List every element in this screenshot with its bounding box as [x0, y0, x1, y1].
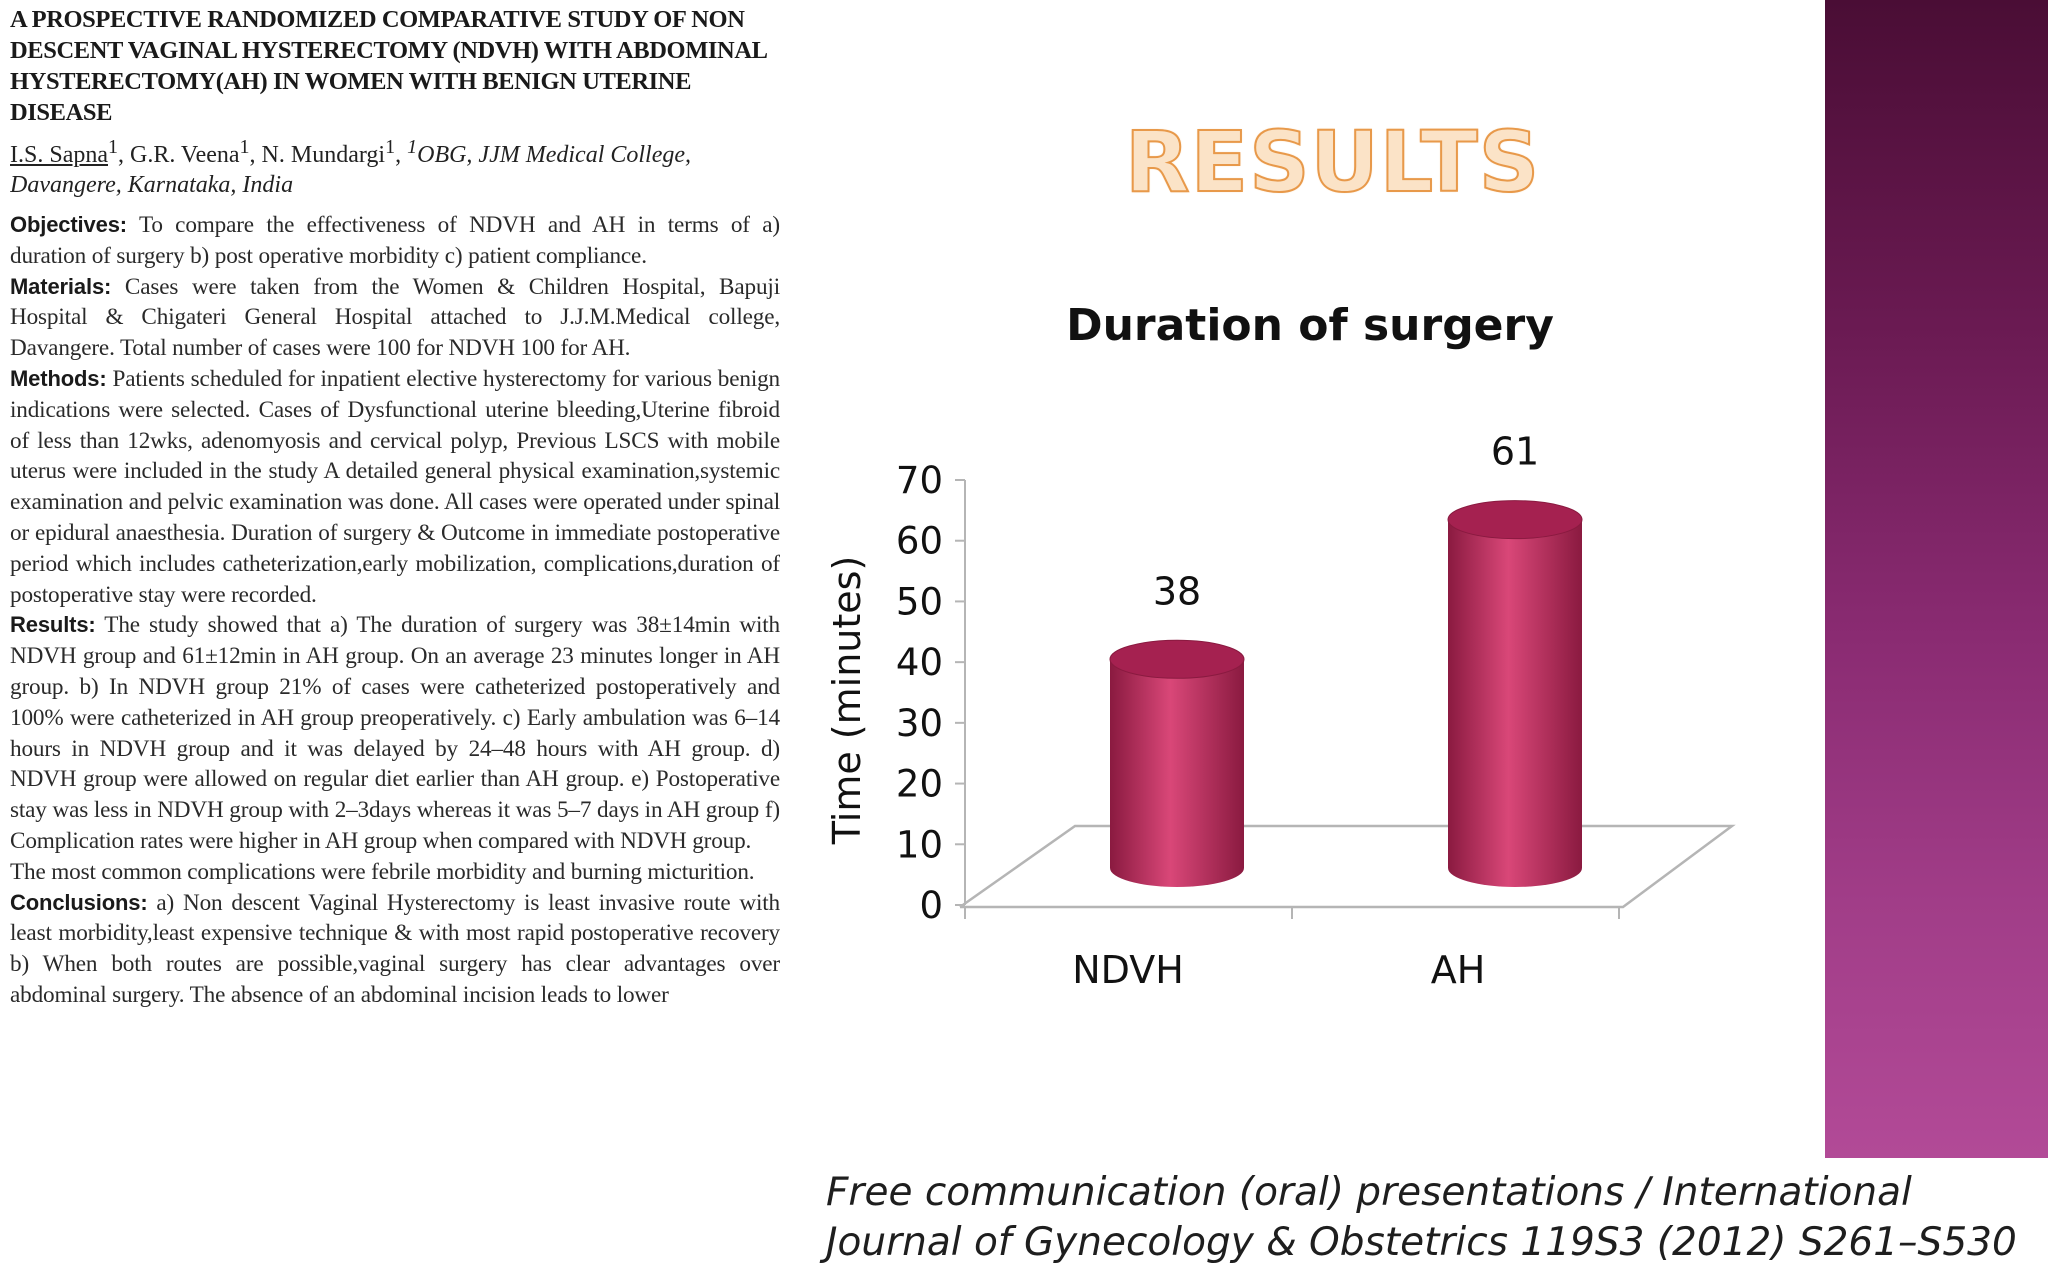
y-tick-label: 10	[895, 823, 943, 867]
chart-floor	[960, 826, 1732, 907]
author-sup: 1	[108, 136, 118, 158]
citation-line-2: Journal of Gynecology & Obstetrics 119S3 (2012) S261–S530	[826, 1220, 2017, 1265]
results-heading: RESULTS	[1125, 113, 1541, 211]
y-tick-label: 20	[895, 762, 943, 806]
first-author: I.S. Sapna	[10, 142, 108, 168]
bar-top	[1448, 501, 1582, 539]
category-label: NDVH	[1072, 948, 1184, 992]
authors-rest: ,	[395, 142, 408, 168]
bar-ah	[1448, 430, 1582, 887]
bar-body	[1110, 659, 1244, 887]
y-tick-label: 0	[919, 884, 943, 927]
conclusions-paragraph	[10, 888, 780, 1011]
bar-body	[1448, 520, 1582, 887]
bar-ndvh	[1110, 569, 1244, 887]
data-label: 38	[1152, 569, 1202, 614]
y-tick-label: 50	[895, 580, 943, 624]
materials-text: Cases were taken from the Women & Children Hospital, Bapuji Hospital & Chigateri General Hospital attached to J.J.M.Medical college, Davangere. Total number of cases were 100 for NDVH 100 for AH.	[10, 273, 780, 362]
y-tick-label: 70	[895, 459, 943, 502]
y-tick-label: 30	[895, 701, 943, 745]
objectives-label: Objectives:	[10, 212, 127, 237]
conclusions-label: Conclusions:	[10, 889, 148, 915]
category-labels	[1072, 948, 1485, 992]
y-tick-label: 60	[895, 519, 943, 563]
y-ticks	[896, 459, 965, 927]
authors-rest: , N. Mundargi	[249, 142, 386, 168]
methods-paragraph	[10, 364, 780, 610]
results-label: Results:	[10, 612, 96, 638]
objectives-paragraph	[10, 210, 780, 272]
affiliation-sup: 1	[407, 136, 418, 158]
data-label: 61	[1490, 429, 1540, 474]
abstract-panel	[10, 4, 780, 1280]
methods-text: Patients scheduled for inpatient elective hysterectomy for various benign indications were selected. Cases of Dysfunctional uterine bleeding,Uterine fibroid of less than 12wks, adenomyosis and cervical polyp, Previous LSCS with mobile uterus were included in the study A detailed general physical examination,systemic examination and pelvic examination was done. All cases were operated under spinal or epidural anaesthesia. Duration of surgery & Outcome in immediate postoperative period which includes catheterization,early mobilization, complications,duration of postoperative stay were recorded.	[10, 365, 780, 608]
author-sup: 1	[239, 136, 250, 158]
results-text: The study showed that a) The duration of surgery was 38±14min with NDVH group and 61±12min in AH group. On an average 23 minutes longer in AH group. b) In NDVH group 21% of cases were catheterized postoperatively and 100% were catheterized in AH group preoperatively. c) Early ambulation was 6–14 hours in NDVH group and it was delayed by 24–48 hours with AH group. d) NDVH group were allowed on regular diet earlier than AH group. e) Postoperative stay was less in NDVH group with 2–3days whereas it was 5–7 days in AH group f) Complication rates were higher in AH group when compared with NDVH group.	[10, 612, 780, 854]
bars	[1110, 430, 1582, 887]
chart-title: Duration of surgery	[1066, 300, 1554, 351]
authors-rest: , G.R. Veena	[118, 142, 240, 168]
author-sup: 1	[385, 136, 396, 158]
citation	[826, 1168, 2026, 1268]
y-axis-label: Time (minutes)	[825, 555, 869, 845]
duration-chart	[790, 280, 1780, 1020]
materials-paragraph	[10, 272, 780, 364]
category-label: AH	[1430, 948, 1486, 992]
decorative-side-bar	[1825, 0, 2048, 1158]
chart-axes	[960, 480, 1780, 919]
results-paragraph	[10, 610, 780, 856]
methods-label: Methods:	[10, 365, 107, 391]
complications-paragraph: The most common complications were febrile morbidity and burning micturition.	[10, 858, 755, 885]
materials-label: Materials:	[10, 273, 112, 299]
conclusions-text: a) Non descent Vaginal Hysterectomy is least invasive route with least morbidity,least expensive technique & with most rapid postoperative recovery b) When both routes are possible,vaginal surgery has clear advantages over abdominal surgery. The absence of an abdominal incision leads to lower	[10, 889, 780, 1008]
objectives-text: To compare the effectiveness of NDVH and AH in terms of a) duration of surgery b) post operative morbidity c) patient compliance.	[10, 212, 780, 269]
bar-top	[1110, 640, 1244, 678]
affiliation: OBG, JJM Medical College, Davangere, Karnataka, India	[10, 142, 692, 198]
citation-line-1: Free communication (oral) presentations / International	[826, 1170, 1912, 1215]
y-tick-label: 40	[895, 641, 943, 685]
abstract-authors	[10, 132, 780, 200]
abstract-title: A PROSPECTIVE RANDOMIZED COMPARATIVE STUDY OF NON DESCENT VAGINAL HYSTERECTOMY (NDVH) WITH ABDOMINAL HYSTERECTOMY(AH) IN WOMEN WITH BENIGN UTERINE DISEASE	[10, 6, 767, 126]
